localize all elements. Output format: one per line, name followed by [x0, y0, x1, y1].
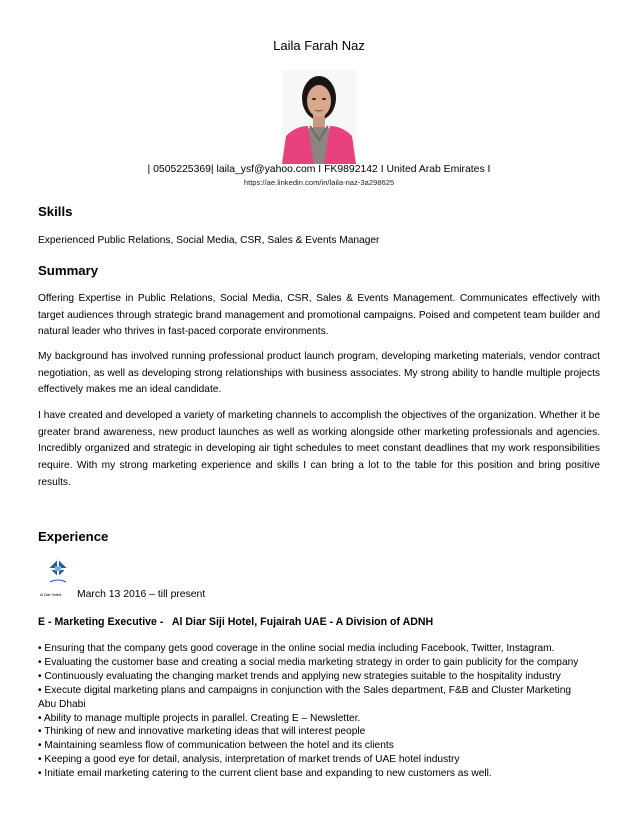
candidate-name: Laila Farah Naz: [273, 38, 365, 53]
list-item: • Initiate email marketing catering to the current client base and expanding to new customers as well.: [38, 768, 492, 780]
list-item: Abu Dhabi: [38, 698, 86, 710]
job-title: E - Marketing Executive - Al Diar Siji Hotel, Fujairah UAE - A Division of ADNH: [38, 616, 434, 628]
linkedin-url[interactable]: https://ae.linkedin.com/in/laila-naz-3a298625: [243, 178, 395, 187]
list-item: • Evaluating the customer base and creating a social media marketing strategy in order to gain publicity for the company: [38, 656, 579, 668]
skills-heading: Skills: [38, 204, 73, 219]
contact-info: | 0505225369| laila_ysf@yahoo.com I FK9892142 I United Arab Emirates I: [147, 164, 491, 175]
list-item: • Maintaining seamless flow of communication between the hotel and its clients: [38, 740, 394, 752]
list-item: • Ability to manage multiple projects in parallel. Creating E – Newsletter.: [38, 712, 361, 724]
logo-text: Al Diar Hotels: [40, 593, 62, 597]
list-item: • Ensuring that the company gets good coverage in the online social media including Facebook, Twitter, Instagram.: [38, 643, 555, 654]
summary-paragraph-3: I have created and developed a variety of marketing channels to accomplish the objectives of the organization. Whether it be greater brand awareness, new product launches as well as working alongside other marketing professionals and agencies. Incredibly organized and strategic in developing air tight schedules to meet constant deadlines that my work responsibilities require. With my strong marketing experience and skills I can bring a lot to the table for this position and bring positive results.: [38, 410, 600, 488]
logo-icon: [40, 558, 76, 588]
profile-photo: [282, 70, 356, 164]
skills-text: Experienced Public Relations, Social Media, CSR, Sales & Events Manager: [38, 235, 380, 246]
responsibilities-list: [38, 642, 608, 781]
summary-paragraph-1: Offering Expertise in Public Relations, Social Media, CSR, Sales & Events Management. Communicates effectively with target audiences through strategic brand management and promotional campaigns. Poised and competent team builder and natural leader who thrives in fast-paced corporate environments.: [38, 293, 600, 338]
summary-paragraph-2: My background has involved running professional product launch program, developing marketing materials, vendor contract negotiation, as well as developing strong relationships with business associates. My strong ability to handle multiple projects effectively makes me an ideal candidate.: [38, 351, 600, 396]
list-item: • Keeping a good eye for detail, analysis, interpretation of market trends of UAE hotel industry: [38, 754, 460, 766]
experience-heading: Experience: [38, 529, 109, 544]
employment-date: March 13 2016 – till present: [77, 589, 206, 600]
list-item: • Execute digital marketing plans and campaigns in conjunction with the Sales department, F&B and Cluster Marketing: [38, 684, 572, 696]
list-item: • Continuously evaluating the changing market trends and applying new strategies suitable to the hospitality industry: [38, 670, 561, 682]
list-item: • Thinking of new and innovative marketing ideas that will interest people: [38, 726, 366, 738]
al-diar-logo: [40, 558, 76, 598]
summary-heading: Summary: [38, 263, 99, 278]
